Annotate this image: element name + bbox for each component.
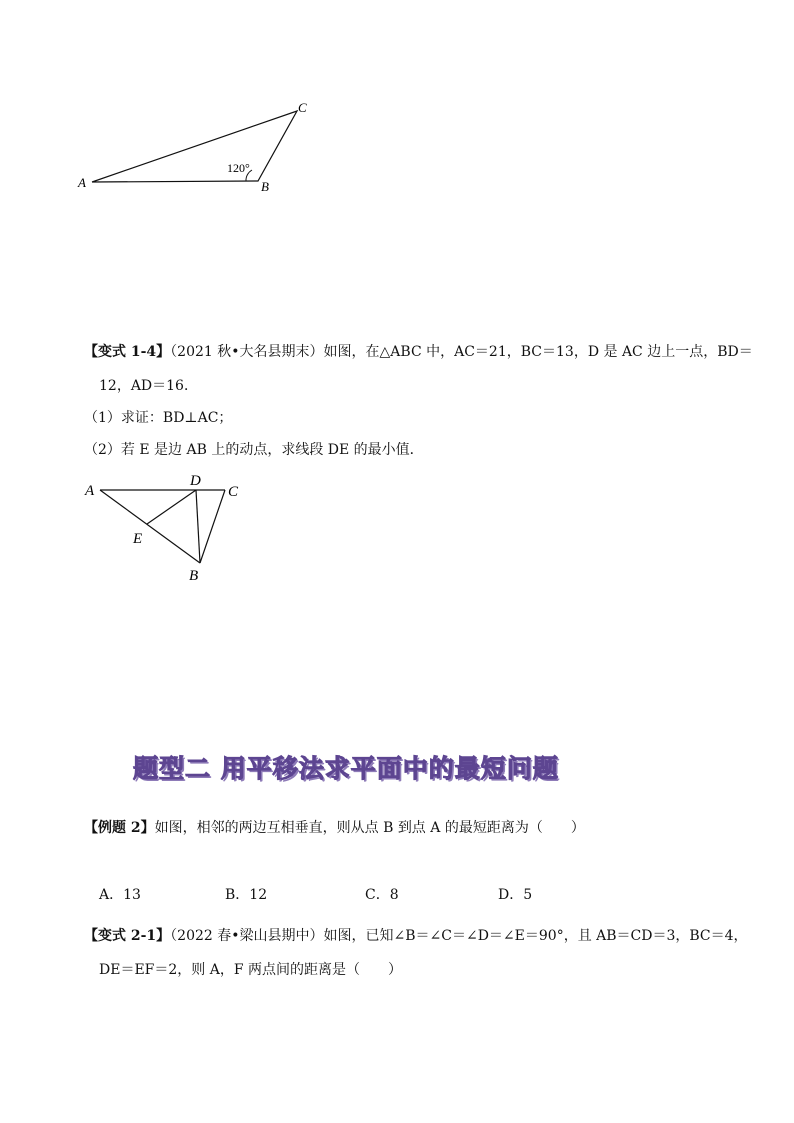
variant-2-1-line2: DE＝EF＝2，则 A，F 两点间的距离是（ ） [99,962,403,978]
choice-a: A．13 [99,887,141,903]
example-2-line [84,818,585,838]
label-b: B [261,179,269,194]
choice-c: C．8 [365,887,399,903]
segment-ab [100,490,200,563]
label-b: B [189,568,199,584]
example-2-text: 如图，相邻的两边互相垂直，则从点 B 到点 A 的最短距离为（ ） [154,820,585,836]
variant-1-4-line1 [84,342,753,362]
variant-2-1-source: （2022 春•梁山县期中） [170,928,324,944]
variant-1-4-tag: 【变式 1-4】 [84,344,171,360]
variant-1-4-text: 如图，在△ABC 中，AC＝21，BC＝13，D 是 AC 边上一点，BD＝ [323,344,753,360]
variant-1-4-question-2: （2）若 E 是边 AB 上的动点，求线段 DE 的最小值． [84,442,424,458]
label-c: C [228,484,239,500]
example-2-tag: 【例题 2】 [84,820,155,836]
choice-d: D．5 [498,887,533,903]
label-c: C [298,100,307,115]
triangle-figure-1 [70,95,330,205]
section-title: 题型二 用平移法求平面中的最短问题 [133,754,559,783]
label-e: E [133,531,143,547]
variant-1-4-line2: 12，AD＝16． [99,378,198,394]
variant-2-1-line1 [84,926,748,946]
label-a: A [85,483,95,499]
segment-db [196,490,200,563]
angle-label: 120° [227,161,250,175]
segment-de [147,490,196,524]
label-a: A [78,175,86,190]
segment-cb [200,490,225,563]
variant-2-1-text: 如图，已知∠B＝∠C＝∠D＝∠E＝90°，且 AB＝CD＝3，BC＝4， [323,928,748,944]
variant-1-4-question-1: （1）求证：BD⊥AC； [84,410,233,426]
variant-1-4-source: （2021 秋•大名县期末） [170,344,324,360]
triangle-figure-2 [80,468,260,586]
variant-2-1-tag: 【变式 2-1】 [84,928,171,944]
choice-b: B．12 [225,887,268,903]
label-d: D [190,473,201,489]
triangle-abc-outline [92,111,297,182]
